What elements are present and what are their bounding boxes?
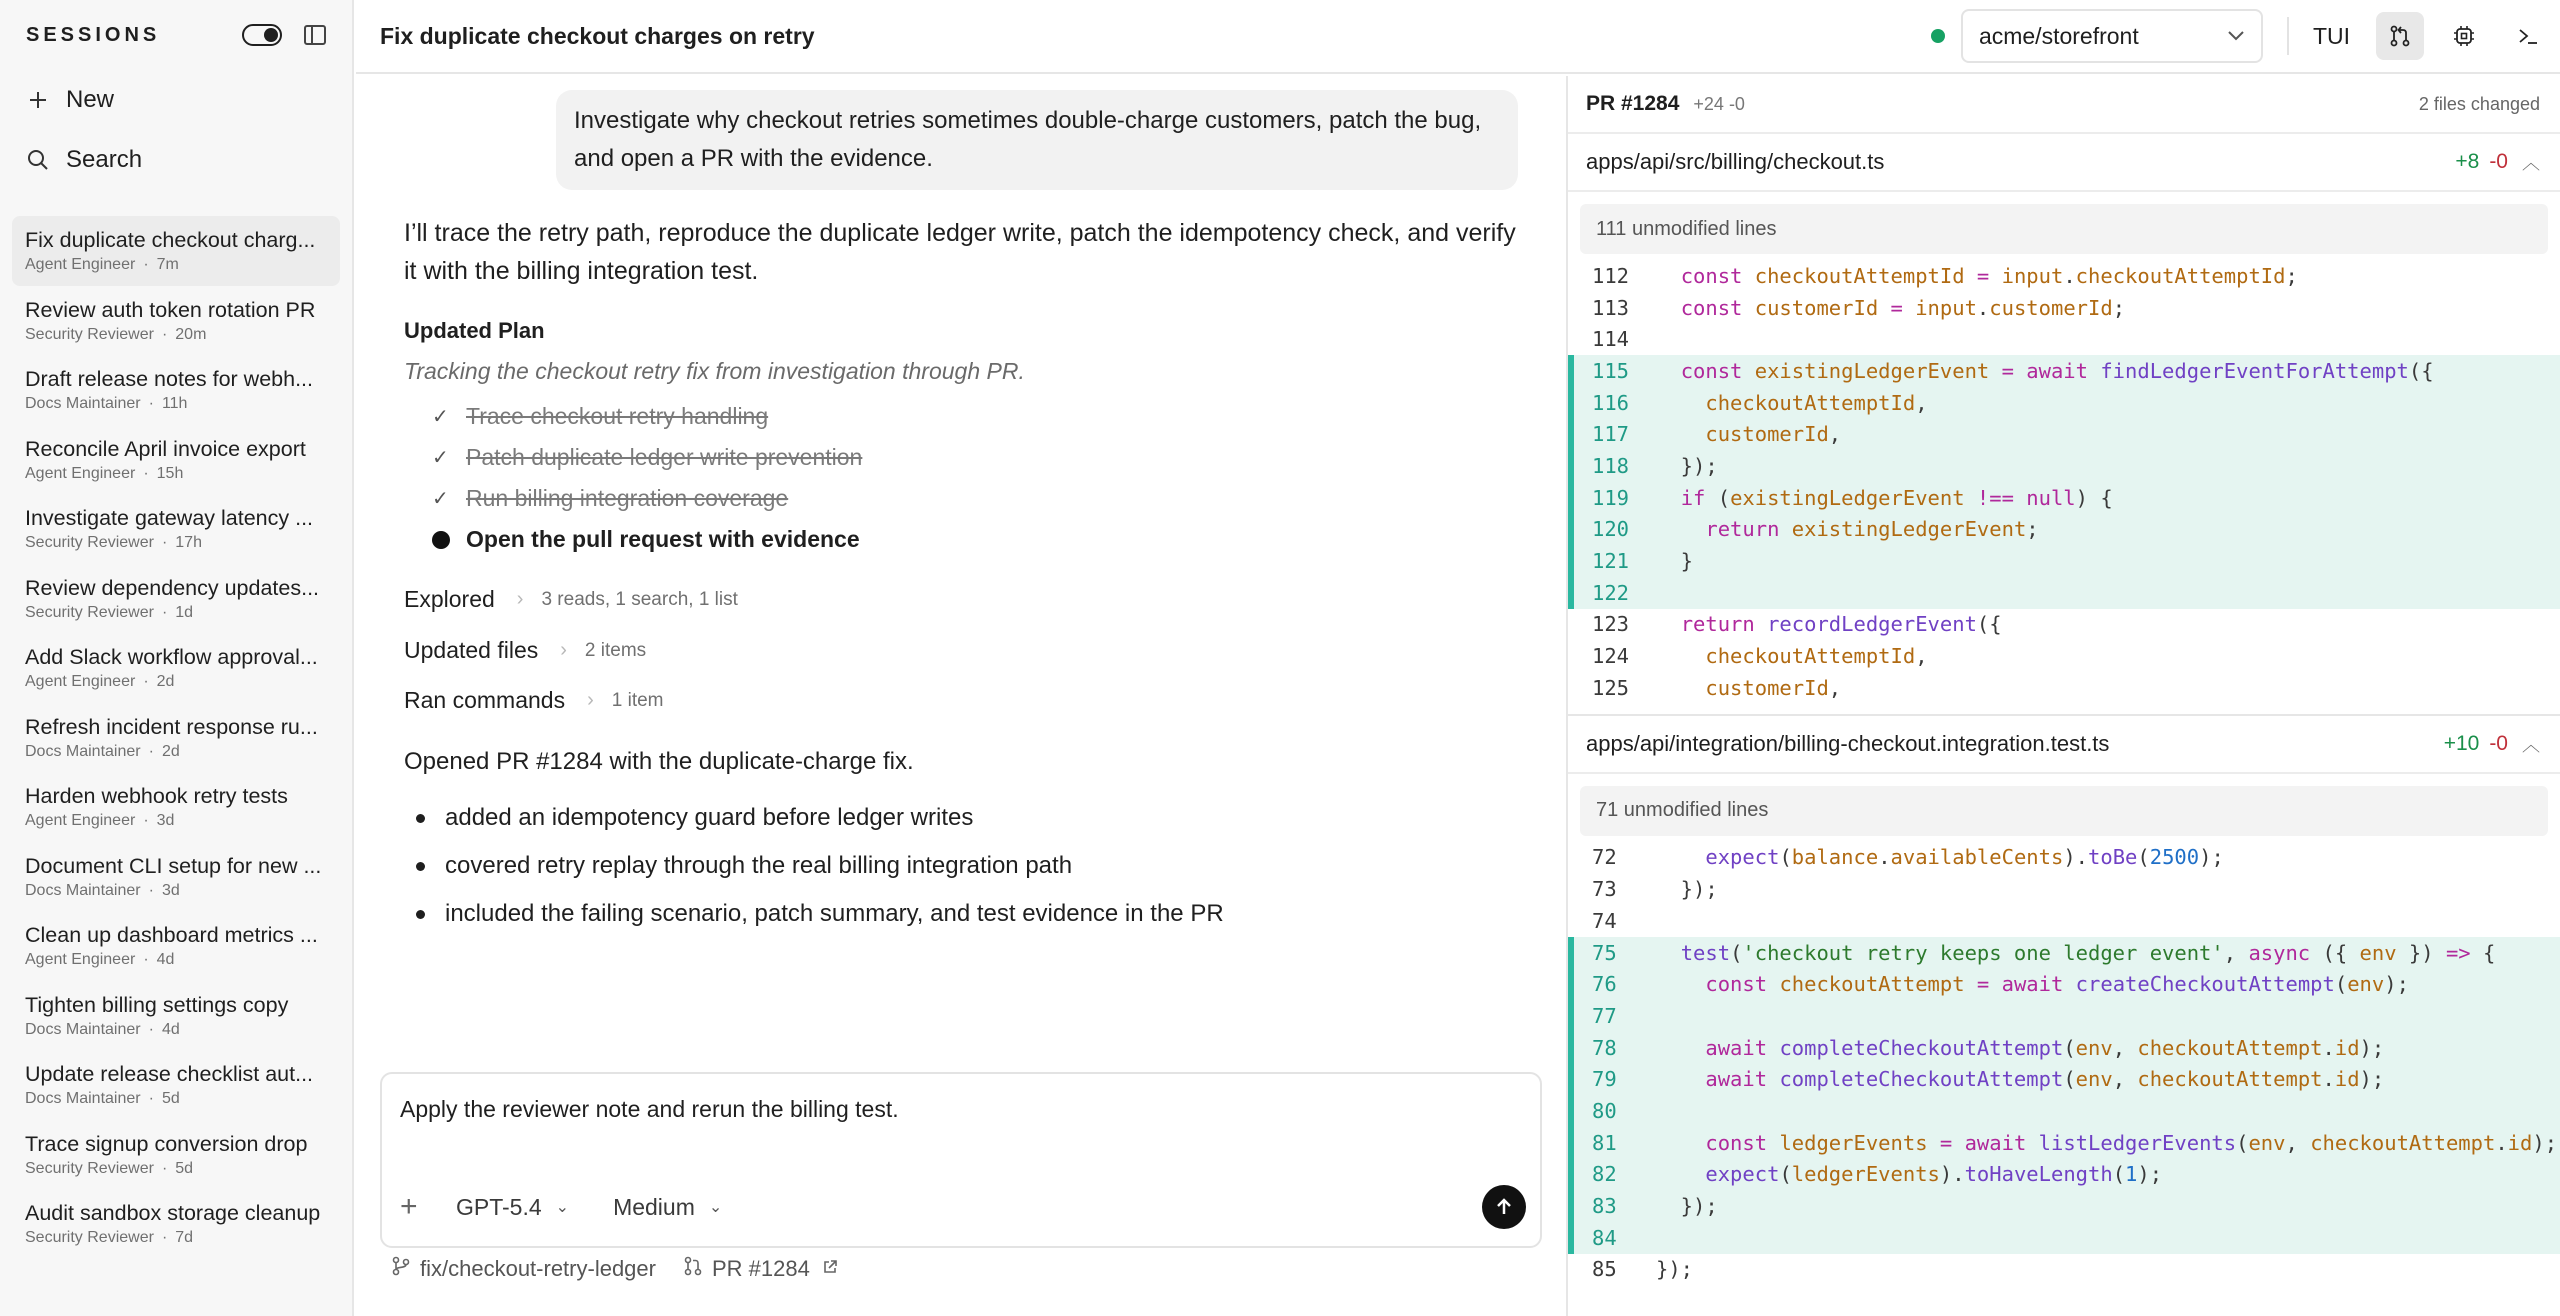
code-line-added: 118 }); xyxy=(1568,450,2560,482)
session-time: 7m xyxy=(156,256,179,273)
plan-item-label: Run billing integration coverage xyxy=(466,485,789,511)
chevron-right-icon: › xyxy=(516,588,524,610)
code-block xyxy=(1568,260,2560,704)
activity-ran-commands[interactable] xyxy=(404,687,664,714)
session-time: 5d xyxy=(161,1090,180,1107)
assistant-reply: I’ll trace the retry path, reproduce the duplicate ledger write, patch the idempotency check, and verify it with the billing integration test. xyxy=(404,219,1516,285)
plan-item xyxy=(432,519,862,560)
code-line-added: 117 customerId, xyxy=(1568,418,2560,450)
session-meta: Docs Maintainer · 2d xyxy=(25,742,180,760)
chevron-up-icon[interactable]: ︿ xyxy=(2522,153,2540,173)
composer-toolbar xyxy=(400,1182,1526,1232)
search-button[interactable] xyxy=(0,130,352,190)
chevron-right-icon: › xyxy=(560,639,567,661)
session-item[interactable] xyxy=(12,981,340,1051)
file-name: apps/api/src/billing/checkout.ts xyxy=(1586,149,1885,174)
session-title: Document CLI setup for new ... xyxy=(25,853,322,878)
code-line-added: 80 xyxy=(1568,1095,2560,1127)
sidebar xyxy=(0,0,354,1316)
toolbar-divider xyxy=(2287,17,2289,55)
chevron-down-icon: ⌄ xyxy=(708,1199,723,1216)
session-agent: Agent Engineer xyxy=(25,951,136,968)
code-line: 125 customerId, xyxy=(1592,675,1842,700)
session-agent: Security Reviewer xyxy=(25,534,154,551)
session-item[interactable] xyxy=(12,633,340,703)
plan-item-label: Patch duplicate ledger write prevention xyxy=(466,444,863,470)
session-time: 4d xyxy=(161,1020,180,1038)
session-agent: Security Reviewer xyxy=(25,1229,154,1246)
code-line-added: 78 await completeCheckoutAttempt(env, checkoutAttempt.id); xyxy=(1568,1032,2560,1064)
in-progress-dot-icon xyxy=(432,531,450,549)
plan-item xyxy=(432,396,862,437)
git-pull-request-icon xyxy=(2389,25,2411,47)
session-item[interactable] xyxy=(12,494,340,564)
file-additions: +10 xyxy=(2443,731,2480,755)
session-item[interactable] xyxy=(12,1120,340,1190)
activity-meta: 3 reads, 1 search, 1 list xyxy=(541,588,738,610)
session-time: 2d xyxy=(161,742,180,760)
branch-name[interactable]: fix/checkout-retry-ledger xyxy=(420,1256,656,1281)
session-title: Investigate gateway latency ... xyxy=(25,506,314,530)
file-name: apps/api/integration/billing-checkout.integration.test.ts xyxy=(1586,730,2110,756)
plus-icon xyxy=(26,90,50,110)
sidebar-header xyxy=(0,0,352,70)
plan-item-label: Open the pull request with evidence xyxy=(466,526,860,552)
session-meta: Security Reviewer · 17h xyxy=(25,534,202,551)
attach-plus-icon[interactable]: + xyxy=(400,1190,418,1223)
page-title: Fix duplicate checkout charges on retry xyxy=(380,22,815,49)
session-title: Update release checklist aut... xyxy=(25,1062,314,1086)
session-time: 3d xyxy=(161,881,180,899)
session-title: Add Slack workflow approval... xyxy=(25,645,318,669)
tui-button[interactable]: TUI xyxy=(2312,22,2350,49)
new-session-button[interactable] xyxy=(0,70,352,130)
session-meta: Docs Maintainer · 5d xyxy=(25,1090,180,1107)
terminal-button[interactable] xyxy=(2504,12,2552,60)
activity-meta: 2 items xyxy=(584,639,647,661)
file-additions: +8 xyxy=(2455,150,2480,173)
chevron-down-icon: ⌄ xyxy=(555,1199,570,1216)
connection-status-dot xyxy=(1931,29,1945,43)
session-meta: Security Reviewer · 1d xyxy=(25,603,194,621)
session-item[interactable] xyxy=(12,1050,340,1120)
plan-list xyxy=(432,396,862,560)
code-block xyxy=(1568,842,2560,1286)
session-title: Refresh incident response ru... xyxy=(25,714,318,739)
files-changed-count: 2 files changed xyxy=(2418,93,2540,114)
code-line-added: 120 return existingLedgerEvent; xyxy=(1568,514,2560,546)
code-line: 85 }); xyxy=(1592,1257,1694,1282)
session-agent: Security Reviewer xyxy=(25,603,154,621)
file-deletions: -0 xyxy=(2489,150,2508,173)
summary-bullets xyxy=(404,794,1224,938)
session-agent: Security Reviewer xyxy=(25,1159,154,1177)
code-line-added: 83 }); xyxy=(1568,1190,2560,1222)
session-time: 2d xyxy=(156,673,175,690)
effort-select[interactable] xyxy=(613,1194,722,1221)
pr-link[interactable]: PR #1284 xyxy=(711,1256,810,1281)
code-line: 114 xyxy=(1592,327,1630,352)
code-line-added: 115 const existingLedgerEvent = await findLedgerEventForAttempt({ xyxy=(1568,355,2560,387)
code-line-added: 77 xyxy=(1568,1000,2560,1032)
activity-label: Updated files xyxy=(404,637,539,663)
session-item[interactable] xyxy=(12,1189,340,1259)
session-time: 11h xyxy=(161,395,188,412)
session-agent: Docs Maintainer xyxy=(25,742,141,760)
session-time: 4d xyxy=(156,951,175,968)
session-meta: Agent Engineer · 2d xyxy=(25,673,175,690)
session-title: Tighten billing settings copy xyxy=(25,992,289,1017)
session-title: Reconcile April invoice export xyxy=(25,436,306,461)
session-time: 17h xyxy=(175,534,202,551)
code-line-added: 82 expect(ledgerEvents).toHaveLength(1); xyxy=(1568,1159,2560,1191)
code-line: 123 return recordLedgerEvent({ xyxy=(1592,612,2002,637)
unmodified-lines-toggle[interactable]: 71 unmodified lines xyxy=(1580,786,2548,836)
composer-input[interactable]: Apply the reviewer note and rerun the billing test. xyxy=(400,1096,899,1122)
send-button[interactable] xyxy=(1482,1185,1526,1229)
session-item[interactable] xyxy=(12,286,340,356)
activity-meta: 1 item xyxy=(611,689,664,711)
session-meta: Security Reviewer · 5d xyxy=(25,1159,194,1177)
check-icon: ✓ xyxy=(432,488,449,510)
git-branch-icon xyxy=(392,1256,410,1282)
model-select-value: GPT-5.4 xyxy=(456,1193,542,1220)
session-title: Audit sandbox storage cleanup xyxy=(25,1201,321,1225)
session-item[interactable] xyxy=(12,772,340,842)
code-line-added: 119 if (existingLedgerEvent !== null) { xyxy=(1568,482,2560,514)
session-title: Fix duplicate checkout charg... xyxy=(25,228,316,252)
pr-number: PR #1284 xyxy=(1586,92,1680,115)
code-line: 112 const checkoutAttemptId = input.checkoutAttemptId; xyxy=(1592,263,2298,288)
effort-select-value: Medium xyxy=(613,1193,695,1220)
activity-label: Explored xyxy=(404,586,495,612)
sidebar-title: SESSIONS xyxy=(26,23,161,46)
session-title: Draft release notes for webh... xyxy=(25,367,314,391)
activity-label: Ran commands xyxy=(404,687,566,713)
chevron-up-icon[interactable]: ︿ xyxy=(2522,734,2540,755)
session-time: 5d xyxy=(175,1159,194,1177)
plan-subtitle: Tracking the checkout retry fix from investigation through PR. xyxy=(404,358,1025,384)
summary-text: Opened PR #1284 with the duplicate-charge fix. xyxy=(404,748,914,775)
session-item[interactable] xyxy=(12,355,340,425)
session-meta: Agent Engineer · 4d xyxy=(25,951,175,968)
session-item[interactable] xyxy=(12,911,340,981)
settings-button[interactable] xyxy=(2440,12,2488,60)
code-line: 73 }); xyxy=(1592,877,1718,902)
session-agent: Agent Engineer xyxy=(25,464,136,482)
chip-icon xyxy=(2453,25,2475,47)
chevron-down-icon xyxy=(2227,30,2245,42)
session-agent: Agent Engineer xyxy=(25,256,136,273)
activity-updated-files[interactable] xyxy=(404,637,646,664)
session-time: 15h xyxy=(156,464,184,482)
session-agent: Docs Maintainer xyxy=(25,395,141,412)
session-list xyxy=(0,216,352,1259)
git-pull-request-icon xyxy=(684,1256,702,1282)
new-session-label: New xyxy=(66,86,115,113)
session-item[interactable] xyxy=(12,564,340,634)
session-title: Harden webhook retry tests xyxy=(25,784,288,808)
session-agent: Docs Maintainer xyxy=(25,1020,141,1038)
external-link-icon[interactable] xyxy=(822,1258,838,1281)
session-title: Review dependency updates... xyxy=(25,575,320,600)
session-time: 3d xyxy=(156,812,175,829)
plan-item xyxy=(432,437,862,478)
summary-bullet: included the failing scenario, patch summary, and test evidence in the PR xyxy=(404,890,1224,938)
session-agent: Agent Engineer xyxy=(25,812,136,829)
user-message: Investigate why checkout retries sometimes double-charge customers, patch the bug, and open a PR with the evidence. xyxy=(556,90,1518,190)
composer[interactable] xyxy=(380,1072,1542,1248)
chat-footer xyxy=(392,1256,848,1282)
top-bar xyxy=(356,0,2560,74)
sidebar-toggle-icon[interactable] xyxy=(304,25,326,45)
session-time: 20m xyxy=(175,325,207,343)
session-item[interactable] xyxy=(12,216,340,286)
plan-item-label: Trace checkout retry handling xyxy=(466,403,769,429)
code-line-added: 122 xyxy=(1568,577,2560,609)
session-agent: Docs Maintainer xyxy=(25,1090,141,1107)
session-item[interactable] xyxy=(12,842,340,912)
search-icon xyxy=(26,149,50,171)
code-line: 72 expect(balance.availableCents).toBe(2500); xyxy=(1592,845,2224,870)
repo-select-value: acme/storefront xyxy=(1978,22,2139,49)
chat-panel xyxy=(356,76,1566,1316)
file-header[interactable] xyxy=(1568,716,2560,774)
code-line-added: 79 await completeCheckoutAttempt(env, checkoutAttempt.id); xyxy=(1568,1063,2560,1095)
session-title: Trace signup conversion drop xyxy=(25,1131,308,1156)
session-meta: Agent Engineer · 7m xyxy=(25,256,179,273)
code-line: 124 checkoutAttemptId, xyxy=(1592,644,1928,669)
session-title: Review auth token rotation PR xyxy=(25,297,316,322)
check-icon: ✓ xyxy=(432,406,449,428)
session-agent: Docs Maintainer xyxy=(25,881,141,899)
session-meta: Docs Maintainer · 11h xyxy=(25,395,188,412)
session-meta: Docs Maintainer · 3d xyxy=(25,881,180,899)
file-header[interactable] xyxy=(1568,134,2560,192)
session-time: 1d xyxy=(175,603,194,621)
diff-header xyxy=(1568,76,2560,134)
activity-explored[interactable] xyxy=(404,586,738,613)
session-time: 7d xyxy=(175,1229,194,1246)
session-agent: Agent Engineer xyxy=(25,673,136,690)
session-meta: Agent Engineer · 15h xyxy=(25,464,184,482)
model-select[interactable] xyxy=(456,1194,569,1221)
session-meta: Agent Engineer · 3d xyxy=(25,812,175,829)
check-icon: ✓ xyxy=(432,447,449,469)
code-line: 74 xyxy=(1592,908,1617,933)
theme-toggle[interactable] xyxy=(242,24,282,46)
code-line-added: 76 const checkoutAttempt = await createCheckoutAttempt(env); xyxy=(1568,968,2560,1000)
session-meta: Security Reviewer · 7d xyxy=(25,1229,194,1246)
session-item[interactable] xyxy=(12,703,340,773)
unmodified-lines-toggle[interactable]: 111 unmodified lines xyxy=(1580,204,2548,254)
arrow-up-icon xyxy=(1494,1197,1514,1217)
session-agent: Security Reviewer xyxy=(25,325,154,343)
code-line-added: 81 const ledgerEvents = await listLedgerEvents(env, checkoutAttempt.id); xyxy=(1568,1127,2560,1159)
code-line-added: 121 } xyxy=(1568,545,2560,577)
code-line-added: 116 checkoutAttemptId, xyxy=(1568,387,2560,419)
plan-item xyxy=(432,478,862,519)
session-title: Clean up dashboard metrics ... xyxy=(25,923,318,947)
summary-bullet: covered retry replay through the real billing integration path xyxy=(404,842,1224,890)
repo-select[interactable] xyxy=(1961,9,2263,63)
session-meta: Docs Maintainer · 4d xyxy=(25,1020,180,1038)
code-line-added: 84 xyxy=(1568,1222,2560,1254)
code-line: 113 const customerId = input.customerId; xyxy=(1592,295,2126,320)
pull-request-view-button[interactable] xyxy=(2376,12,2424,60)
file-deletions: -0 xyxy=(2489,731,2508,755)
plan-title: Updated Plan xyxy=(404,318,545,343)
search-label: Search xyxy=(66,146,143,173)
session-meta: Security Reviewer · 20m xyxy=(25,325,207,343)
pr-diff-stat: +24 -0 xyxy=(1693,93,1745,114)
code-line-added: 75 test('checkout retry keeps one ledger event', async ({ env }) => { xyxy=(1568,937,2560,969)
summary-bullet: added an idempotency guard before ledger writes xyxy=(404,794,1224,842)
chevron-right-icon: › xyxy=(587,689,594,711)
diff-panel xyxy=(1566,76,2560,1316)
terminal-icon xyxy=(2517,25,2539,47)
session-item[interactable] xyxy=(12,425,340,495)
